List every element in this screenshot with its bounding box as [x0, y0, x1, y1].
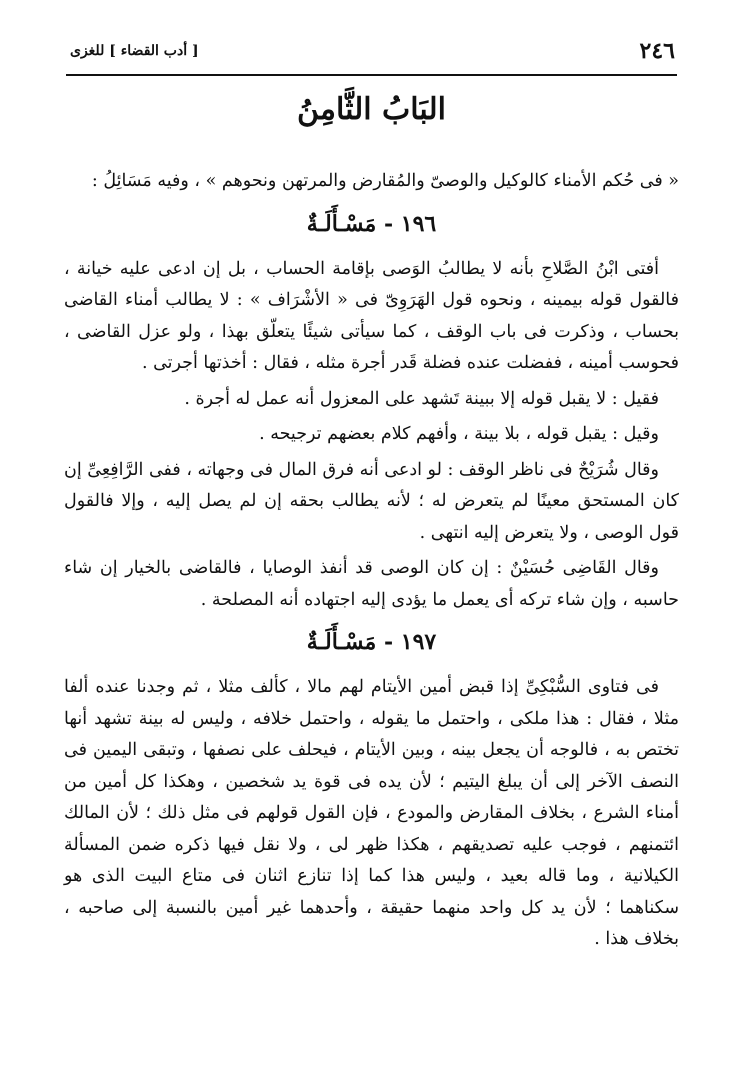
page-body — [64, 166, 679, 960]
paragraph: فى فتاوى السُّبْكِىِّ إذا قبض أمين الأيتام لهم مالا ، كألف مثلا ، ثم وجدنا عنده ألفا مثلا ، فقال : هذا ملكى ، واحتمل ما يقوله ، واحتمل خلافه ، وليس له بينة تشهد أنها تختص به ، فالوجه أن يجعل بينه ، وبين الأيتام ، فيحلف على نصفها ، وتبقى اليمين فى النصف الآخر إلى أن يبلغ اليتيم ؛ لأن يده فى قوة يد شخصين ، وهكذا كل أمين من أمناء الشرع ، بخلاف المقارض والمودع ، فإن القول قولهم فى مثل ذلك ؛ لأن المالك ائتمنهم ، فوجب عليه تصديقهم ، هكذا ظهر لى ، ولا نقل فيها ذكره ضمن المسألة الكيلانية ، وما قاله بعيد ، وليس هذا كما إذا تنازع اثنان فى متاع البيت الذى هو سكناهما ؛ لأن يد كل واحد منهما حقيقة ، وأحدهما غير أمين بالنسبة إلى صاحبه ، بخلاف هذا . — [64, 677, 679, 949]
paragraph: وقال شُرَيْحٌ فى ناظر الوقف : لو ادعى أنه فرق المال فى وجهاته ، ففى الرَّافِعِىِّ إن كان المستحق معينًا لم يتعرض له ؛ لأنه يطالب بحقه إن لم يصل إليه ، وإلا فالقول قول الوصى ، ولا يتعرض إليه انتهى . — [64, 459, 679, 543]
paragraph: وقال القَاضِى حُسَيْنٌ : إن كان الوصى قد أنفذ الوصايا ، فالقاضى بالخيار إن شاء حاسبه ، وإن شاء تركه أى يعمل ما يؤدى إليه اجتهاده أنه المصلحة . — [64, 558, 679, 610]
paragraph: وقيل : يقبل قوله ، بلا بينة ، وأفهم كلام بعضهم ترجيحه . — [259, 424, 659, 444]
section-heading: ١٩٦ - مَسْـأَلَـةٌ — [306, 210, 437, 237]
page-header — [70, 36, 675, 66]
paragraph: أفتى ابْنُ الصَّلاحِ بأنه لا يطالبُ الوَصى بإقامة الحساب ، بل إن ادعى عليه خيانة ، فالقول قوله بيمينه ، ونحوه قول الهَرَوِىّ فى « الأشْرَاف » : لا يطالب أمناء القاضى بحساب ، وذكرت فى باب الوقف ، كما سيأتى شيئًا يتعلّق بهذا ، ولو عزل القاضى ، فحوسب أمينه ، ففضلت عنده فضلة قَدر أجرة مثله ، فقال : أخذتها أجرتى . — [64, 258, 679, 373]
header-divider — [66, 74, 677, 76]
running-title: [ أدب القضاء ] للغزى — [70, 43, 199, 59]
chapter-title: البَابُ الثَّامِنُ — [297, 92, 446, 127]
section-heading: ١٩٧ - مَسْـأَلَـةٌ — [306, 629, 437, 655]
paragraph: فقيل : لا يقبل قوله إلا ببينة تَشهد على المعزول أنه عمل له أجرة . — [184, 388, 659, 409]
page-number: ٢٤٦ — [639, 38, 675, 64]
chapter-intro: « فى حُكم الأمناء كالوكيل والوصىّ والمُقارض والمرتهن ونحوهم » ، وفيه مَسَائِلُ : — [91, 171, 679, 191]
